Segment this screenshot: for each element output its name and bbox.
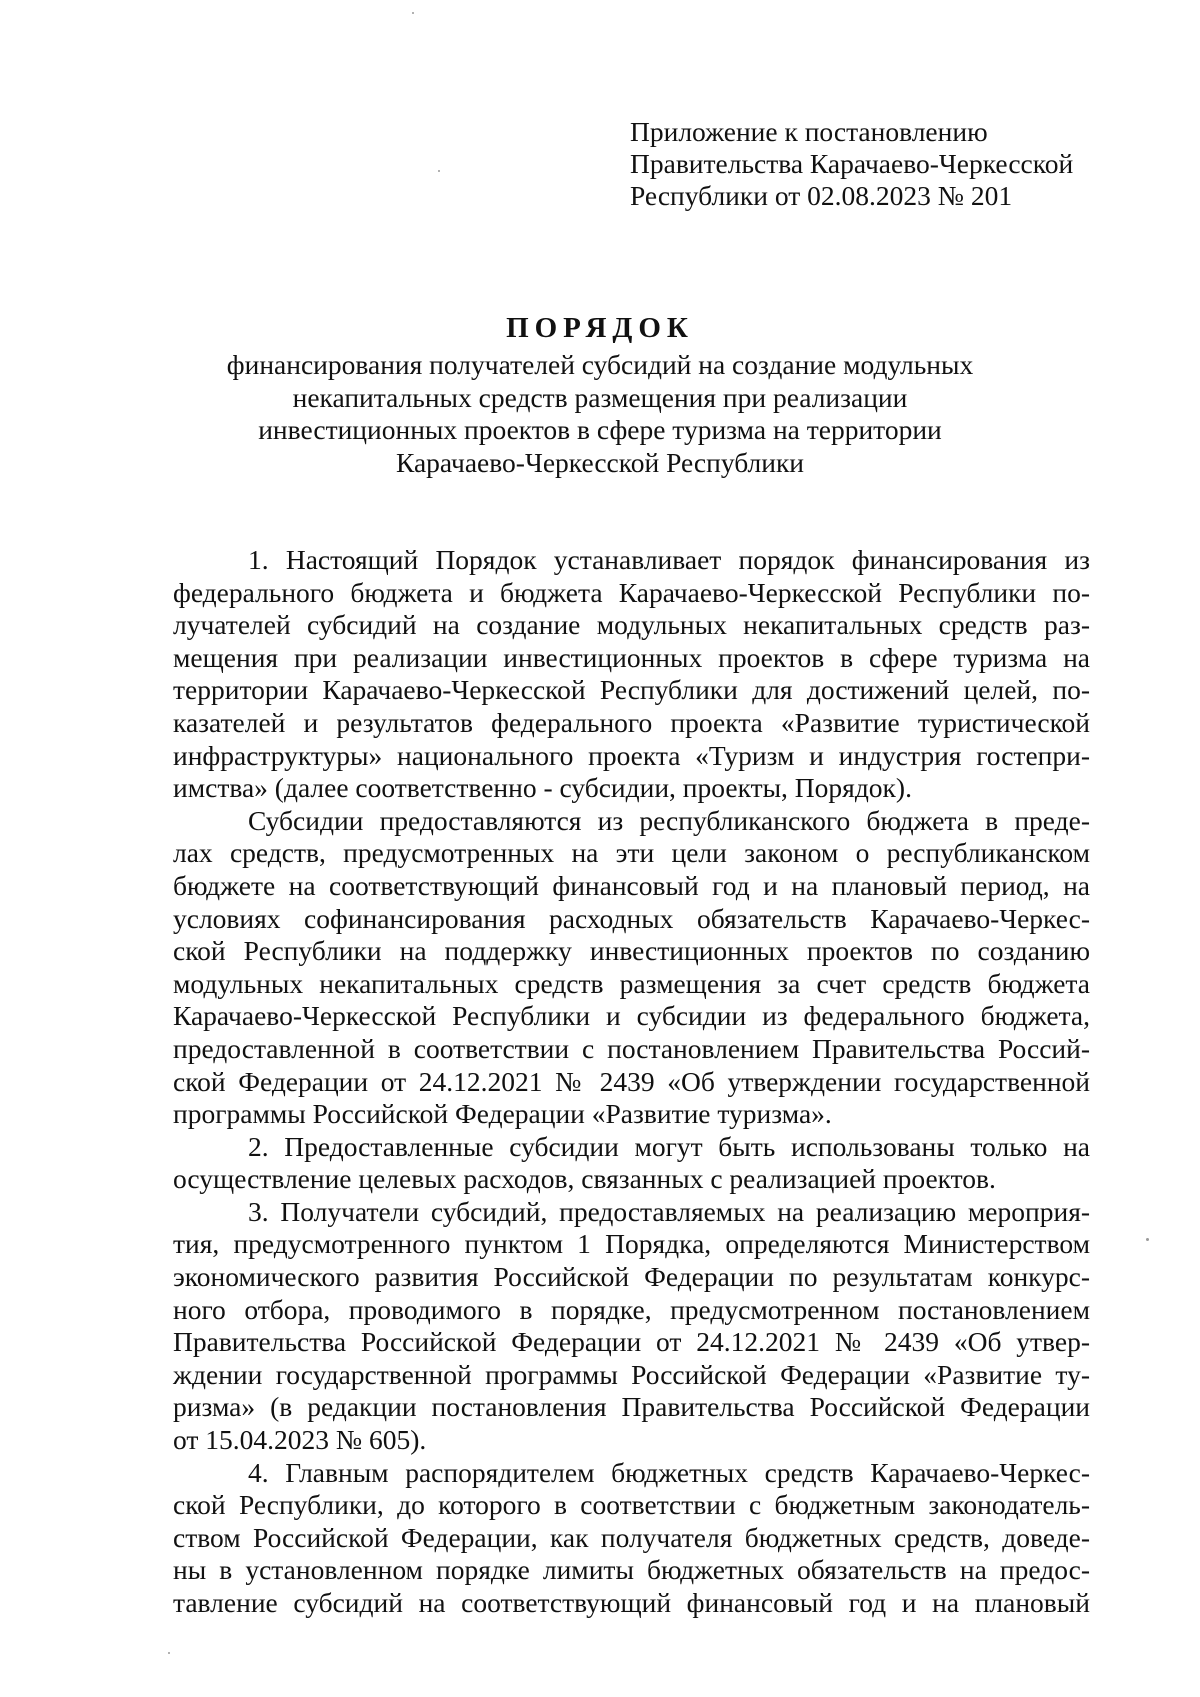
text-line: ской Республики, до которого в соответствии с бюджетным законодатель-	[173, 1489, 1090, 1521]
paragraph-4	[173, 1457, 1090, 1620]
scan-speck	[412, 12, 414, 14]
text-line: предоставленной в соответствии с постановлением Правительства Россий-	[173, 1032, 1090, 1064]
text-line: 4. Главным распорядителем бюджетных средств Карачаево-Черкес-	[248, 1456, 1090, 1488]
text-line: ного отбора, проводимого в порядке, предусмотренном постановлением	[173, 1293, 1090, 1325]
text-line: программы Российской Федерации «Развитие туризма».	[173, 1098, 832, 1130]
text-line: осуществление целевых расходов, связанных с реализацией проектов.	[173, 1163, 996, 1195]
paragraph-3	[173, 1196, 1090, 1457]
text-line: федерального бюджета и бюджета Карачаево-Черкесской Республики по-	[173, 576, 1090, 608]
text-line: ризма» (в редакции постановления Правительства Российской Федерации	[173, 1391, 1090, 1423]
text-line: от 15.04.2023 № 605).	[173, 1424, 427, 1456]
annex-line: Республики от 02.08.2023 № 201	[630, 180, 1013, 211]
text-line: модульных некапитальных средств размещения за счет средств бюджета	[173, 967, 1090, 999]
document-title: ПОРЯДОК	[506, 312, 694, 344]
text-line: территории Карачаево-Черкесской Республики для достижений целей, по-	[173, 674, 1090, 706]
annex-header	[630, 116, 1073, 212]
annex-line: Правительства Карачаево-Черкесской	[630, 148, 1074, 179]
text-line: экономического развития Российской Федерации по результатам конкурс-	[173, 1261, 1090, 1293]
text-line: тавление субсидий на соответствующий финансовый год и на плановый	[173, 1587, 1090, 1618]
text-line: имства» (далее соответственно - субсидии, проекты, Порядок).	[173, 772, 912, 804]
text-line: ской Федерации от 24.12.2021 № 2439 «Об утверждении государственной	[173, 1065, 1090, 1097]
subtitle-line: инвестиционных проектов в сфере туризма на территории	[258, 414, 942, 445]
text-line: мещения при реализации инвестиционных проектов в сфере туризма на	[173, 641, 1090, 673]
text-line: Субсидии предоставляются из республиканского бюджета в преде-	[248, 804, 1090, 836]
text-line: Правительства Российской Федерации от 24.12.2021 № 2439 «Об утвер-	[173, 1326, 1090, 1358]
paragraph-2	[173, 1131, 1090, 1196]
paragraph-1	[173, 544, 1090, 805]
subtitle-line: некапитальных средств размещения при реализации	[292, 381, 908, 413]
text-line: ством Российской Федерации, как получателя бюджетных средств, доведе-	[173, 1521, 1090, 1553]
scan-speck	[168, 1652, 170, 1654]
text-line: бюджете на соответствующий финансовый год и на плановый период, на	[173, 869, 1090, 901]
text-line: 2. Предоставленные субсидии могут быть использованы только на	[248, 1130, 1090, 1162]
text-line: ской Республики на поддержку инвестиционных проектов по созданию	[173, 935, 1090, 967]
text-line: казателей и результатов федерального проекта «Развитие туристической	[173, 706, 1090, 738]
subtitle-line: финансирования получателей субсидий на создание модульных	[226, 349, 974, 380]
paragraph-subsidies	[173, 805, 1090, 1131]
document-body	[173, 544, 1090, 1620]
text-line: ждении государственной программы Российской Федерации «Развитие ту-	[173, 1358, 1090, 1390]
text-line: Карачаево-Черкесской Республики и субсидии из федерального бюджета,	[173, 1000, 1090, 1032]
text-line: ны в установленном порядке лимиты бюджетных обязательств на предос-	[173, 1554, 1090, 1586]
scan-speck	[1146, 1238, 1149, 1241]
text-line: лучателей субсидий на создание модульных некапитальных средств раз-	[173, 609, 1090, 641]
text-line: 1. Настоящий Порядок устанавливает порядок финансирования из	[248, 544, 1090, 575]
text-line: тия, предусмотренного пунктом 1 Порядка, определяются Министерством	[173, 1228, 1090, 1260]
document-subtitle	[0, 349, 1200, 479]
text-line: лах средств, предусмотренных на эти цели законом о республиканском	[173, 837, 1090, 869]
scan-speck	[438, 170, 440, 172]
subtitle-line: Карачаево-Черкесской Республики	[395, 446, 805, 478]
text-line: условиях софинансирования расходных обязательств Карачаево-Черкес-	[173, 902, 1090, 934]
text-line: инфраструктуры» национального проекта «Туризм и индустрия гостепри-	[173, 739, 1090, 771]
annex-line: Приложение к постановлению	[630, 116, 988, 147]
text-line: 3. Получатели субсидий, предоставляемых на реализацию мероприя-	[248, 1195, 1090, 1227]
